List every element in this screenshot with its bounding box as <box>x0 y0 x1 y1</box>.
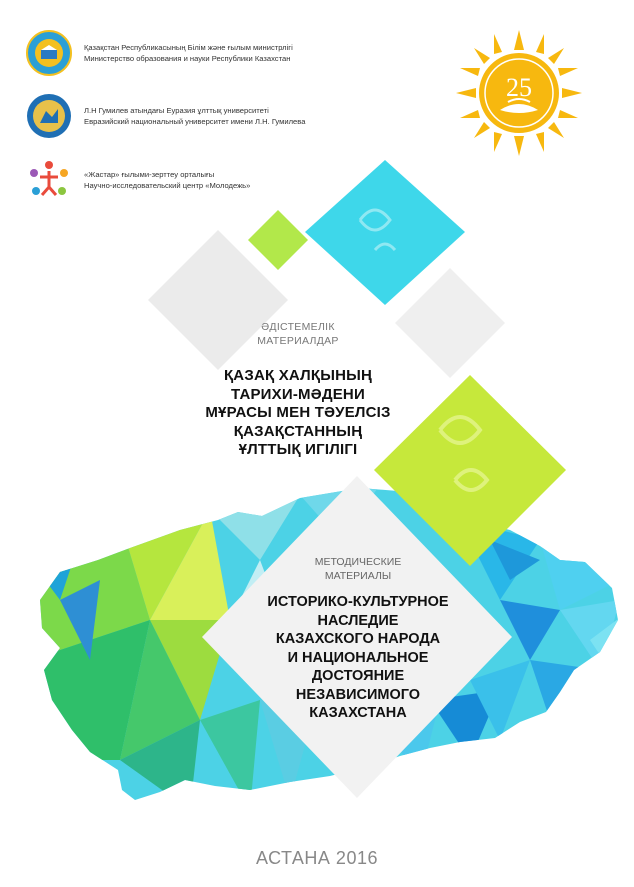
ru-subtitle-line-1: МЕТОДИЧЕСКИЕ <box>314 556 402 568</box>
ru-title-line-6: НЕЗАВИСИМОГО <box>295 686 421 703</box>
university-logo-row <box>26 93 305 139</box>
university-emblem-icon <box>26 93 72 139</box>
ru-title-line-1: ИСТОРИКО-КУЛЬТУРНОЕ <box>267 594 449 610</box>
small-lime-diamond <box>248 210 308 270</box>
ru-title-line-5: ДОСТОЯНИЕ <box>311 668 405 684</box>
gray-diamond-right <box>395 268 505 378</box>
ru-title <box>247 593 469 723</box>
kz-title-line-4: ҚАЗАҚСТАННЫҢ <box>233 422 363 440</box>
kz-title <box>193 367 403 460</box>
ru-title-line-7: КАЗАХСТАНА <box>309 705 407 721</box>
youth-center-logo-icon <box>26 157 72 203</box>
youth-center-logo-row <box>26 157 250 203</box>
kz-title-line-2: ТАРИХИ-МӘДЕНИ <box>231 385 365 403</box>
kz-title-line-1: ҚАЗАҚ ХАЛҚЫНЫҢ <box>223 367 373 384</box>
ru-title-line-4: И НАЦИОНАЛЬНОЕ <box>287 649 429 666</box>
badge-number: 25 <box>506 73 532 102</box>
kz-title-line-3: МҰРАСЫ МЕН ТӘУЕЛСІЗ <box>205 404 391 421</box>
ministry-logo-row <box>26 30 293 76</box>
ministry-emblem-icon <box>26 30 72 76</box>
university-name-ru: Евразийский национальный университет имени Л.Н. Гумилева <box>84 117 306 126</box>
ru-subtitle-line-2: МАТЕРИАЛЫ <box>324 570 392 582</box>
kz-title-line-5: ҰЛТТЫҚ ИГІЛІГІ <box>238 441 358 458</box>
ru-subtitle <box>278 555 438 583</box>
university-name-kz: Л.Н Гумилев атындағы Еуразия ұлттық университеті <box>84 106 269 115</box>
ministry-name-kz: Қазақстан Республикасының Білім және ғылым министрлігі <box>84 43 293 52</box>
ministry-name-ru: Министерство образования и науки Республики Казахстан <box>84 54 291 63</box>
kz-subtitle <box>218 320 378 348</box>
ru-title-line-2: НАСЛЕДИЕ <box>317 612 399 629</box>
ru-title-line-3: КАЗАХСКОГО НАРОДА <box>275 631 441 647</box>
kz-subtitle-line-1: ӘДІСТЕМЕЛІК <box>261 321 335 333</box>
kz-subtitle-line-2: МАТЕРИАЛДАР <box>257 335 339 347</box>
youth-center-name-kz: «Жастар» ғылыми-зерттеу орталығы <box>84 170 215 179</box>
youth-center-name-ru: Научно-исследовательский центр «Молодежь» <box>84 181 251 190</box>
sun-25-icon <box>456 30 582 156</box>
footer-city-year: АСТАНА 2016 <box>256 848 378 868</box>
